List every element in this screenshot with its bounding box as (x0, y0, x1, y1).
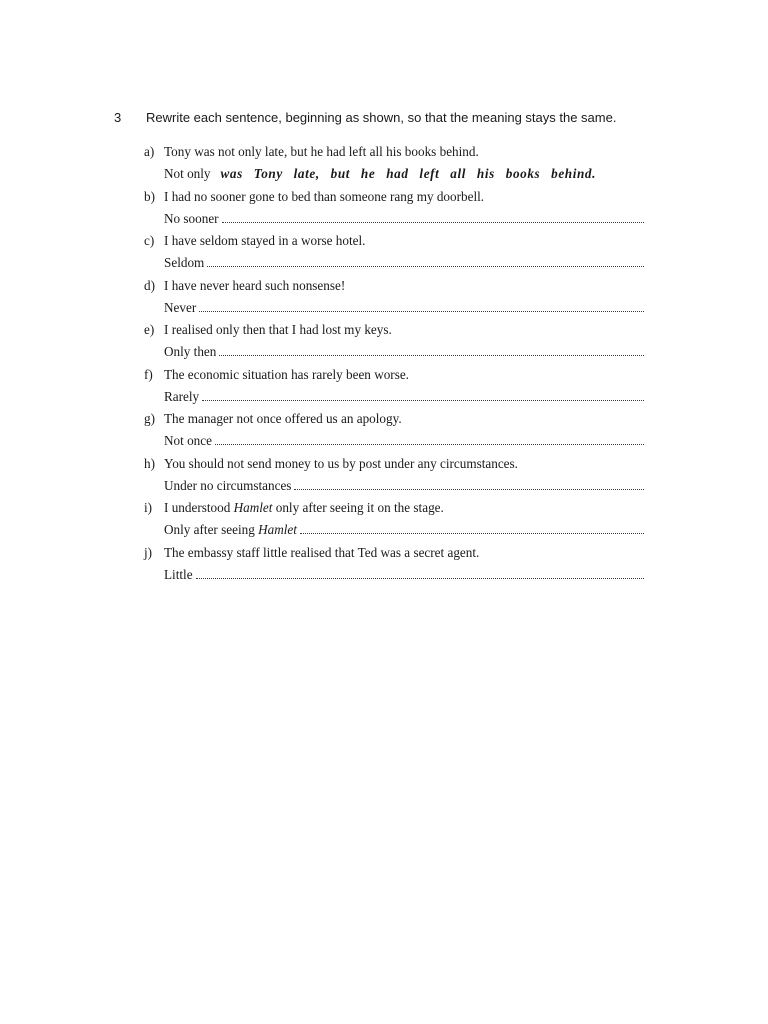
item-e-stem: Only then (164, 344, 217, 359)
item-i-stem-title: Hamlet (258, 522, 297, 537)
item-e (144, 320, 644, 365)
item-d-prompt-line (144, 276, 644, 298)
item-i-prompt-line (144, 498, 644, 520)
item-c-answer-line (144, 253, 644, 275)
item-b-stem: No sooner (164, 210, 219, 226)
item-j-answer-line (144, 565, 644, 587)
item-a-stem: Not only (164, 166, 211, 181)
item-c-prompt-line (144, 231, 644, 253)
item-i (144, 498, 644, 543)
item-e-prompt: I realised only then that I had lost my keys. (164, 322, 392, 337)
exercise-items (144, 142, 644, 587)
item-g-letter: g) (144, 411, 155, 426)
item-i-prompt-title: Hamlet (233, 500, 273, 515)
item-d-prompt: I have never heard such nonsense! (164, 277, 346, 293)
item-b-answer-blank[interactable] (222, 210, 644, 223)
item-g-stem: Not once (164, 433, 212, 448)
item-c-stem: Seldom (164, 255, 205, 270)
exercise-instruction: Rewrite each sentence, beginning as shown, so that the meaning stays the same. (146, 110, 617, 125)
item-a-prompt-line (144, 142, 644, 164)
item-b (144, 187, 644, 232)
item-i-answer-blank[interactable] (300, 521, 644, 534)
item-d-answer-line (144, 298, 644, 320)
item-b-prompt-line (144, 187, 644, 209)
item-i-answer-line (144, 520, 644, 542)
item-i-stem (164, 520, 299, 540)
item-j-stem: Little (164, 566, 193, 582)
item-e-prompt-line (144, 320, 644, 342)
item-a (144, 142, 644, 187)
item-j-prompt-line (144, 543, 644, 565)
item-g-prompt: The manager not once offered us an apology. (164, 411, 402, 426)
item-c (144, 231, 644, 276)
item-j (144, 543, 644, 588)
item-i-prompt-before: I understood (164, 500, 231, 515)
item-e-letter: e) (144, 322, 155, 337)
item-c-prompt: I have seldom stayed in a worse hotel. (164, 233, 366, 248)
item-i-letter: i) (144, 500, 153, 515)
item-h-prompt: You should not send money to us by post under any circumstances. (164, 455, 518, 471)
item-f-answer-blank[interactable] (202, 388, 644, 401)
item-c-letter: c) (144, 233, 155, 248)
exercise-header (114, 110, 654, 125)
item-i-prompt-after: only after seeing it on the stage. (275, 500, 444, 515)
item-f-prompt: The economic situation has rarely been worse. (164, 366, 409, 382)
item-b-answer-line (144, 209, 644, 231)
item-c-answer-blank[interactable] (207, 254, 644, 267)
item-a-prompt: Tony was not only late, but he had left all his books behind. (164, 144, 479, 159)
item-f-letter: f) (144, 366, 153, 382)
item-g (144, 409, 644, 454)
item-h-prompt-line (144, 454, 644, 476)
item-j-letter: j) (144, 544, 153, 560)
item-g-answer-line (144, 431, 644, 453)
item-d (144, 276, 644, 321)
item-h-answer-blank[interactable] (294, 477, 644, 490)
item-h-letter: h) (144, 455, 155, 471)
item-d-letter: d) (144, 277, 155, 293)
item-e-answer-line (144, 342, 644, 364)
item-d-stem: Never (164, 299, 197, 315)
item-j-answer-blank[interactable] (196, 566, 644, 579)
item-h-answer-line (144, 476, 644, 498)
item-h (144, 454, 644, 499)
item-f-answer-line (144, 387, 644, 409)
item-e-answer-blank[interactable] (219, 343, 644, 356)
item-f (144, 365, 644, 410)
item-g-answer-blank[interactable] (215, 432, 644, 445)
item-f-prompt-line (144, 365, 644, 387)
item-b-prompt: I had no sooner gone to bed than someone rang my doorbell. (164, 188, 485, 204)
item-g-prompt-line (144, 409, 644, 431)
item-a-example-answer: was Tony late, but he had left all his books behind. (220, 166, 597, 181)
item-h-stem: Under no circumstances (164, 477, 292, 493)
item-j-prompt: The embassy staff little realised that Ted was a secret agent. (164, 544, 480, 560)
item-a-letter: a) (144, 144, 155, 159)
item-a-answer-line (144, 164, 644, 186)
exercise-number: 3 (114, 110, 122, 125)
item-d-answer-blank[interactable] (199, 299, 644, 312)
item-i-stem-before: Only after seeing (164, 522, 255, 537)
item-b-letter: b) (144, 188, 155, 204)
item-f-stem: Rarely (164, 388, 200, 404)
